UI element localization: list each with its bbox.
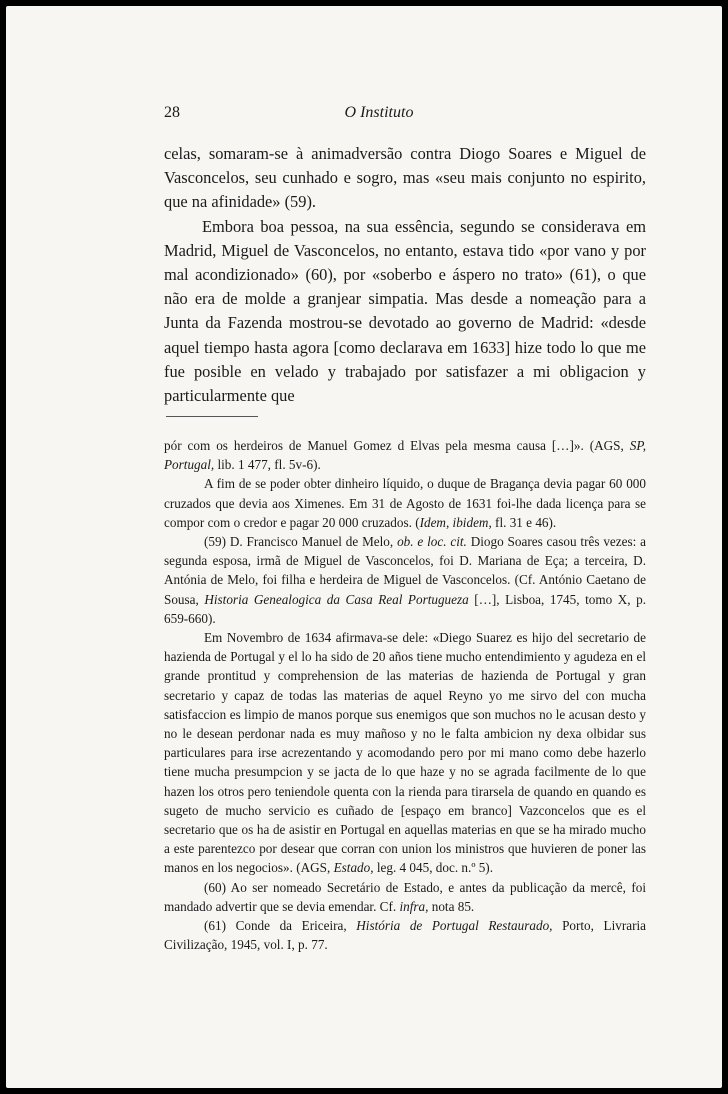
main-text (164, 142, 646, 408)
footnote-61: (61) Conde da Ericeira, História de Portugal Restaurado, Porto, Livraria Civilização, 1945, vol. I, p. 77. (164, 918, 647, 953)
paragraph-1: celas, somaram-se à animadversão contra Diogo Soares e Miguel de Vasconcelos, seu cunhado e sogro, mas «seu mais conjunto no espirito, que na afinidade» (59). (164, 144, 646, 212)
footnote-bragança: A fim de se poder obter dinheiro líquido, o duque de Bragança devia pagar 60 000 cruzados que devia aos Ximenes. Em 31 de Agosto de 1631 foi-lhe dada licença para se compor com o credor e pagar 20 000 cruzados. (Idem, ibidem, fl. 31 e 46). (164, 476, 646, 530)
page-header (164, 104, 594, 126)
footnote-rule (166, 416, 258, 417)
footnote-59-quote: Em Novembro de 1634 afirmava-se dele: «Diego Suarez es hijo del secretario de hazienda de Portugal y el lo ha sido de 20 años tiene mucho entendimiento y agudeza en el grande prontitud y comprehension de las materias de hazienda de Portugal y gran secretario y capaz de todas las materias de aquel Reyno yo me sirvo del con mucha satisfaccion es limpio de manos porque sus enemigos que son muchos no le acusan desto y no le desean perdonar nada es muy mañoso y no le falta ambicion ny dexa olbidar sus particulares para irse acrezentando y acomodando pero por mi mano como debe hazerlo tiene mucha presumpcion y se jacta de lo que haze y no se agrada facilmente de lo que hazen los otros pero teniendole quenta con la rienda para tirarsela de quando en quando es sugeto de mucho servicio es cuñado de [espaço em branco] Vazconcelos que es el secretario que os ha de asistir en Portugal en aquellas materias en que se ha mirado mucho a este parentezco por desear que corran con union los ministros que huvieren de poner las manos en los negocios». (AGS, Estado, leg. 4 045, doc. n.º 5). (164, 630, 646, 876)
document-page (6, 6, 722, 1088)
footnote-continuation: pór com os herdeiros de Manuel Gomez d Elvas pela mesma causa […]». (AGS, SP, Portugal, lib. 1 477, fl. 5v-6). (164, 438, 646, 473)
running-head: O Instituto (344, 104, 414, 121)
footnotes (164, 436, 646, 954)
footnote-60: (60) Ao ser nomeado Secretário de Estado, e antes da publicação da mercê, foi mandado advertir que se devia emendar. Cf. infra, nota 85. (164, 879, 646, 914)
footnote-59: (59) D. Francisco Manuel de Melo, ob. e loc. cit. Diogo Soares casou três vezes: a segunda esposa, irmã de Miguel de Vasconcelos, foi D. Mariana de Eça; a terceira, D. Antónia de Melo, foi filha e herdeira de Miguel de Vasconcelos. (Cf. António Caetano de Sousa, Historia Genealogica da Casa Real Portugueza […], Lisboa, 1745, tomo X, p. 659-660). (164, 534, 647, 626)
page-number: 28 (164, 104, 180, 121)
paragraph-2: Embora boa pessoa, na sua essência, segundo se considerava em Madrid, Miguel de Vasconcelos, no entanto, estava tido «por vano y por mal acondizionado» (60), por «soberbo e áspero no trato» (61), o que não era de molde a granjear simpatia. Mas desde a nomeação para a Junta da Fazenda mostrou-se devotado ao governo de Madrid: «desde aquel tiempo hasta agora [como declarava em 1633] hize todo lo que me fue posible en velado y trabajado por satisfazer a mi obligacion y particularmente que (164, 216, 646, 406)
